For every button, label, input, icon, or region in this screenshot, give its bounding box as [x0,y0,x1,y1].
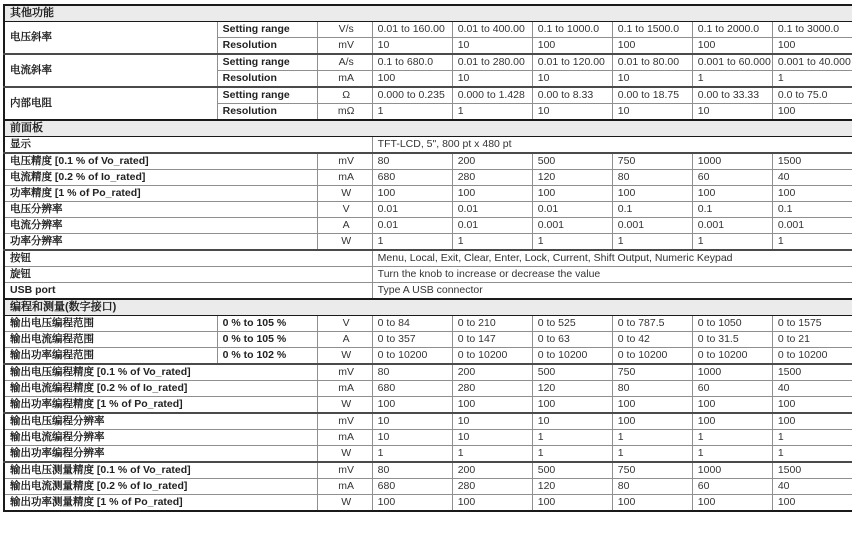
value-cell: 80 [372,462,452,479]
value-cell: 80 [612,170,692,186]
value-cell: 120 [532,479,612,495]
table-row [4,218,852,234]
table-row [4,348,852,365]
value-cell: 0.001 [532,218,612,234]
unit-cell: mA [317,170,372,186]
table-row [4,170,852,186]
row-label: 显示 [4,137,372,154]
spec-type-label: Setting range [217,87,317,104]
value-cell: 1500 [772,364,852,381]
table-row [4,186,852,202]
table-row [4,22,852,38]
value-cell: 100 [532,186,612,202]
value-cell: 10 [452,38,532,55]
value-cell: 280 [452,479,532,495]
row-label: 输出电流编程范围 [4,332,217,348]
table-row [4,316,852,332]
value-cell: 100 [772,397,852,414]
value-cell: 0.01 [452,218,532,234]
spec-table [3,4,852,512]
table-row [4,267,852,283]
value-cell: 280 [452,381,532,397]
row-label: 输出功率测量精度 [1 % of Po_rated] [4,495,317,512]
value-cell: 100 [532,397,612,414]
value-cell: 0.01 to 160.00 [372,22,452,38]
value-cell: 500 [532,462,612,479]
value-cell: 1500 [772,153,852,170]
value-cell: 0 to 10200 [452,348,532,365]
value-cell: 680 [372,170,452,186]
value-cell: 10 [452,413,532,430]
value-cell: 1 [772,234,852,251]
value-cell: 750 [612,153,692,170]
row-label: 输出电压编程精度 [0.1 % of Vo_rated] [4,364,317,381]
unit-cell: V/s [317,22,372,38]
value-cell: 0 to 84 [372,316,452,332]
value-cell: 1 [772,71,852,88]
section-row [4,299,852,316]
table-row [4,153,852,170]
table-row [4,413,852,430]
table-row [4,250,852,267]
table-row [4,381,852,397]
value-cell: 1 [452,446,532,463]
value-cell: 0 to 10200 [372,348,452,365]
value-cell: 10 [532,104,612,121]
value-cell: 1 [692,234,772,251]
value-cell: 1 [532,446,612,463]
table-row [4,446,852,463]
value-cell: 100 [452,495,532,512]
spec-type-label: Setting range [217,22,317,38]
value-cell: 100 [372,186,452,202]
table-row [4,87,852,104]
value-cell: 1 [692,430,772,446]
value-cell: 200 [452,153,532,170]
value-cell: 10 [452,71,532,88]
unit-cell: W [317,446,372,463]
value-cell: 0.1 [772,202,852,218]
value-cell: 60 [692,479,772,495]
row-label: 电压精度 [0.1 % of Vo_rated] [4,153,317,170]
unit-cell: V [317,202,372,218]
value-cell: 100 [532,495,612,512]
value-cell: 100 [612,413,692,430]
value-cell: 40 [772,381,852,397]
spec-type-label: Resolution [217,71,317,88]
value-cell: 750 [612,364,692,381]
table-row [4,54,852,71]
unit-cell: mA [317,381,372,397]
row-label: 输出功率编程分辨率 [4,446,317,463]
value-cell: Turn the knob to increase or decrease the value [372,267,852,283]
row-label: 输出电压测量精度 [0.1 % of Vo_rated] [4,462,317,479]
value-cell: 0.00 to 18.75 [612,87,692,104]
unit-cell: Ω [317,87,372,104]
value-cell: 10 [612,71,692,88]
unit-cell: mA [317,430,372,446]
value-cell: 0.01 to 80.00 [612,54,692,71]
value-cell: 0 to 10200 [612,348,692,365]
row-label: 旋钮 [4,267,372,283]
value-cell: 0.001 [772,218,852,234]
value-cell: 0.1 to 2000.0 [692,22,772,38]
value-cell: 100 [372,495,452,512]
table-row [4,430,852,446]
unit-cell: A/s [317,54,372,71]
table-row [4,397,852,414]
value-cell: 100 [372,71,452,88]
table-row [4,137,852,154]
percent-range: 0 % to 105 % [217,316,317,332]
value-cell: 0.1 to 3000.0 [772,22,852,38]
value-cell: 0.00 to 8.33 [532,87,612,104]
unit-cell: mV [317,153,372,170]
value-cell: 100 [692,495,772,512]
value-cell: 100 [692,397,772,414]
value-cell: 1 [372,104,452,121]
spec-type-label: Resolution [217,104,317,121]
value-cell: 10 [692,104,772,121]
value-cell: 0 to 63 [532,332,612,348]
value-cell: 0 to 21 [772,332,852,348]
value-cell: 0.01 to 120.00 [532,54,612,71]
table-row [4,202,852,218]
value-cell: 1 [532,430,612,446]
value-cell: 0.001 [612,218,692,234]
value-cell: 100 [692,38,772,55]
value-cell: 0.1 [612,202,692,218]
value-cell: 100 [772,38,852,55]
table-row [4,364,852,381]
table-row [4,495,852,512]
row-label: 电流分辨率 [4,218,317,234]
value-cell: 1000 [692,364,772,381]
value-cell: 120 [532,170,612,186]
value-cell: 0.00 to 33.33 [692,87,772,104]
table-row [4,283,852,300]
value-cell: 1 [612,446,692,463]
value-cell: 80 [612,381,692,397]
value-cell: 100 [772,495,852,512]
value-cell: 100 [692,186,772,202]
row-label: 按钮 [4,250,372,267]
value-cell: 680 [372,479,452,495]
value-cell: 0 to 42 [612,332,692,348]
row-label: USB port [4,283,372,300]
value-cell: 0.1 to 1000.0 [532,22,612,38]
value-cell: 1 [372,446,452,463]
value-cell: 120 [532,381,612,397]
value-cell: 1 [372,234,452,251]
value-cell: Menu, Local, Exit, Clear, Enter, Lock, Current, Shift Output, Numeric Keypad [372,250,852,267]
value-cell: 1 [452,234,532,251]
value-cell: 100 [772,104,852,121]
value-cell: 0.0 to 75.0 [772,87,852,104]
value-cell: 100 [772,413,852,430]
percent-range: 0 % to 105 % [217,332,317,348]
value-cell: 60 [692,381,772,397]
value-cell: 1500 [772,462,852,479]
value-cell: 10 [612,104,692,121]
value-cell: 0 to 10200 [772,348,852,365]
row-label: 输出电压编程分辨率 [4,413,317,430]
unit-cell: W [317,495,372,512]
value-cell: 0.1 to 680.0 [372,54,452,71]
row-label: 输出电流编程精度 [0.2 % of Io_rated] [4,381,317,397]
row-label: 输出功率编程精度 [1 % of Po_rated] [4,397,317,414]
value-cell: 40 [772,479,852,495]
section-row [4,120,852,137]
row-label: 电流精度 [0.2 % of Io_rated] [4,170,317,186]
unit-cell: mV [317,38,372,55]
value-cell: Type A USB connector [372,283,852,300]
value-cell: 0.01 [532,202,612,218]
value-cell: 0 to 357 [372,332,452,348]
unit-cell: mV [317,462,372,479]
value-cell: 0 to 1575 [772,316,852,332]
value-cell: 100 [452,397,532,414]
section-header: 其他功能 [4,5,852,22]
value-cell: 60 [692,170,772,186]
unit-cell: W [317,186,372,202]
unit-cell: mA [317,479,372,495]
value-cell: 1000 [692,153,772,170]
value-cell: 680 [372,381,452,397]
unit-cell: V [317,316,372,332]
value-cell: 10 [452,430,532,446]
section-header: 编程和测量(数字接口) [4,299,852,316]
value-cell: 80 [612,479,692,495]
table-row [4,332,852,348]
value-cell: 100 [612,186,692,202]
value-cell: 1 [612,430,692,446]
value-cell: 80 [372,364,452,381]
section-header: 前面板 [4,120,852,137]
value-cell: 0.001 [692,218,772,234]
row-label: 输出电流编程分辨率 [4,430,317,446]
value-cell: 280 [452,170,532,186]
value-cell: 200 [452,462,532,479]
table-row [4,479,852,495]
value-cell: 0.01 [372,218,452,234]
row-label: 电压分辨率 [4,202,317,218]
row-label: 功率分辨率 [4,234,317,251]
value-cell: 100 [532,38,612,55]
value-cell: 1000 [692,462,772,479]
value-cell: TFT-LCD, 5", 800 pt x 480 pt [372,137,852,154]
value-cell: 0 to 525 [532,316,612,332]
value-cell: 0 to 1050 [692,316,772,332]
row-label: 输出电压编程范围 [4,316,217,332]
value-cell: 80 [372,153,452,170]
row-label: 电流斜率 [4,54,217,87]
value-cell: 0.01 [372,202,452,218]
value-cell: 0 to 787.5 [612,316,692,332]
value-cell: 1 [692,446,772,463]
value-cell: 10 [532,413,612,430]
value-cell: 10 [372,413,452,430]
spec-type-label: Resolution [217,38,317,55]
value-cell: 0.000 to 0.235 [372,87,452,104]
value-cell: 0 to 10200 [532,348,612,365]
row-label: 内部电阻 [4,87,217,120]
value-cell: 100 [772,186,852,202]
value-cell: 200 [452,364,532,381]
value-cell: 1 [612,234,692,251]
value-cell: 0.01 to 400.00 [452,22,532,38]
unit-cell: A [317,332,372,348]
section-row [4,5,852,22]
value-cell: 0 to 31.5 [692,332,772,348]
unit-cell: mΩ [317,104,372,121]
row-label: 功率精度 [1 % of Po_rated] [4,186,317,202]
value-cell: 100 [612,495,692,512]
value-cell: 0.000 to 1.428 [452,87,532,104]
value-cell: 10 [372,38,452,55]
unit-cell: W [317,397,372,414]
unit-cell: mA [317,71,372,88]
value-cell: 1 [692,71,772,88]
value-cell: 0.1 [692,202,772,218]
value-cell: 0.001 to 60.000 [692,54,772,71]
value-cell: 750 [612,462,692,479]
value-cell: 0 to 10200 [692,348,772,365]
value-cell: 100 [372,397,452,414]
value-cell: 0.001 to 40.000 [772,54,852,71]
value-cell: 10 [532,71,612,88]
unit-cell: A [317,218,372,234]
table-row [4,234,852,251]
unit-cell: W [317,234,372,251]
value-cell: 1 [772,430,852,446]
value-cell: 10 [372,430,452,446]
value-cell: 1 [532,234,612,251]
value-cell: 100 [612,397,692,414]
value-cell: 40 [772,170,852,186]
unit-cell: mV [317,413,372,430]
value-cell: 100 [692,413,772,430]
value-cell: 1 [772,446,852,463]
value-cell: 0.01 to 280.00 [452,54,532,71]
value-cell: 0 to 210 [452,316,532,332]
row-label: 输出电流测量精度 [0.2 % of Io_rated] [4,479,317,495]
percent-range: 0 % to 102 % [217,348,317,365]
value-cell: 500 [532,364,612,381]
row-label: 电压斜率 [4,22,217,55]
spec-type-label: Setting range [217,54,317,71]
unit-cell: W [317,348,372,365]
unit-cell: mV [317,364,372,381]
value-cell: 0.1 to 1500.0 [612,22,692,38]
value-cell: 0 to 147 [452,332,532,348]
value-cell: 1 [452,104,532,121]
row-label: 输出功率编程范围 [4,348,217,365]
value-cell: 100 [612,38,692,55]
value-cell: 500 [532,153,612,170]
table-row [4,462,852,479]
value-cell: 0.01 [452,202,532,218]
value-cell: 100 [452,186,532,202]
